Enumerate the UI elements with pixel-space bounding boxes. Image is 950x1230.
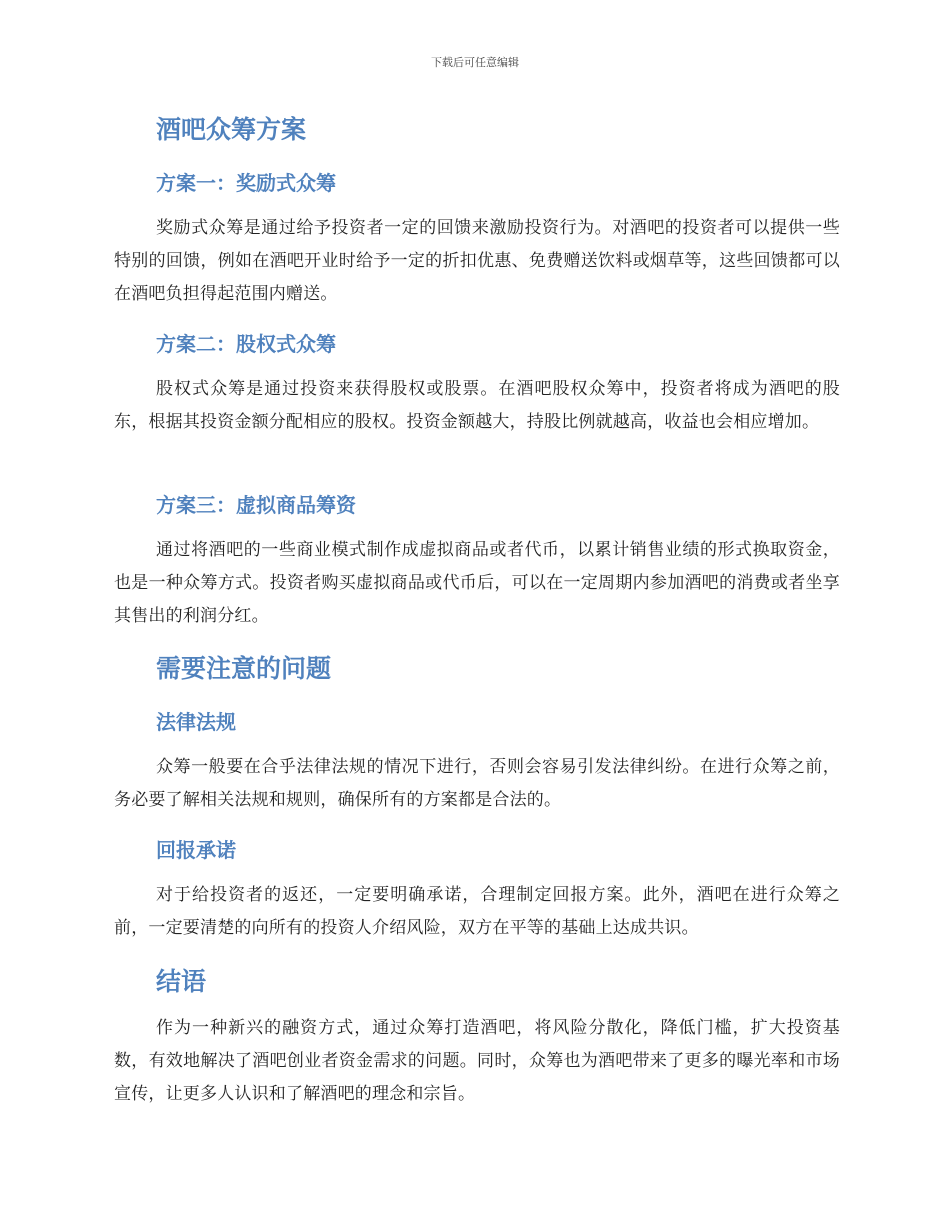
issue-body-return: 对于给投资者的返还，一定要明确承诺，合理制定回报方案。此外，酒吧在进行众筹之前，一定要清楚的向所有的投资人介绍风险，双方在平等的基础上达成共识。 [114, 885, 840, 938]
header-note: 下载后可任意编辑 [431, 56, 519, 69]
issue-heading-return: 回报承诺 [156, 838, 236, 862]
section-heading-1: 方案一：奖励式众筹 [156, 171, 336, 195]
conclusion-body: 作为一种新兴的融资方式，通过众筹打造酒吧，将风险分散化，降低门槛，扩大投资基数，有效地解决了酒吧创业者资金需求的问题。同时，众筹也为酒吧带来了更多的曝光率和市场宣传，让更多人认识和了解酒吧的理念和宗旨。 [114, 1018, 840, 1104]
issue-heading-law: 法律法规 [156, 710, 236, 734]
section-body-3: 通过将酒吧的一些商业模式制作成虚拟商品或者代币，以累计销售业绩的形式换取资金，也是一种众筹方式。投资者购买虚拟商品或代币后，可以在一定周期内参加酒吧的消费或者坐享其售出的利润分红。 [114, 540, 840, 626]
section-body-2: 股权式众筹是通过投资来获得股权或股票。在酒吧股权众筹中，投资者将成为酒吧的股东，根据其投资金额分配相应的股权。投资金额越大，持股比例就越高，收益也会相应增加。 [114, 379, 840, 432]
conclusion-title: 结语 [156, 967, 207, 996]
page-title: 酒吧众筹方案 [156, 115, 307, 144]
issues-title: 需要注意的问题 [156, 654, 332, 683]
section-heading-2: 方案二：股权式众筹 [156, 332, 336, 356]
section-body-1: 奖励式众筹是通过给予投资者一定的回馈来激励投资行为。对酒吧的投资者可以提供一些特别的回馈，例如在酒吧开业时给予一定的折扣优惠、免费赠送饮料或烟草等，这些回馈都可以在酒吧负担得起范围内赠送。 [114, 218, 840, 304]
section-heading-3: 方案三：虚拟商品筹资 [156, 493, 356, 517]
issue-body-law: 众筹一般要在合乎法律法规的情况下进行，否则会容易引发法律纠纷。在进行众筹之前，务必要了解相关法规和规则，确保所有的方案都是合法的。 [114, 757, 840, 810]
